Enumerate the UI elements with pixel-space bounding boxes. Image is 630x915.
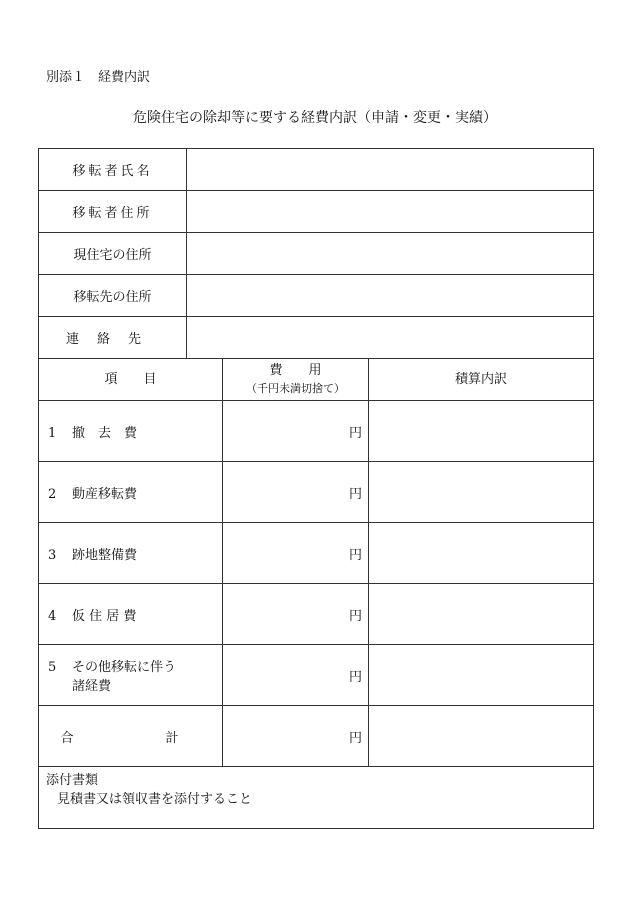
new-address-field[interactable]	[187, 275, 594, 317]
item-site-prep-cost[interactable]: 円	[223, 523, 369, 584]
annex-label: 別添１ 経費内訳	[46, 70, 151, 85]
column-header-row	[39, 359, 594, 401]
item-movables-breakdown[interactable]	[369, 462, 594, 523]
cost-header-label: 費 用	[269, 362, 322, 378]
new-address-label: 移転先の住所	[39, 275, 187, 317]
info-row-mover-address	[39, 191, 594, 233]
total-label: 合 計	[39, 706, 223, 767]
info-row-new-address	[39, 275, 594, 317]
item-site-prep: 3 跡地整備費	[39, 523, 223, 584]
table-row	[39, 584, 594, 645]
total-breakdown[interactable]	[369, 706, 594, 767]
contact-label: 連絡先	[39, 317, 187, 359]
table-row	[39, 401, 594, 462]
item-removal: 1 撤 去 費	[39, 401, 223, 462]
item-movables-cost[interactable]: 円	[223, 462, 369, 523]
info-row-mover-name	[39, 149, 594, 191]
total-row	[39, 706, 594, 767]
item-other-expenses-breakdown[interactable]	[369, 645, 594, 706]
attachments-section	[39, 767, 594, 829]
table-row	[39, 462, 594, 523]
mover-address-label: 移転者住所	[39, 191, 187, 233]
attachments-row	[39, 767, 594, 829]
table-row	[39, 645, 594, 706]
attachments-heading: 添付書類	[46, 773, 99, 788]
breakdown-column-header: 積算内訳	[369, 359, 594, 401]
attachments-note: 見積書又は領収書を添付すること	[57, 792, 253, 807]
item-column-header: 項 目	[39, 359, 223, 401]
info-row-current-address	[39, 233, 594, 275]
item-removal-cost[interactable]: 円	[223, 401, 369, 462]
mover-name-label: 移転者氏名	[39, 149, 187, 191]
item-temp-housing-breakdown[interactable]	[369, 584, 594, 645]
item-other-expenses: 5 その他移転に伴う 諸経費	[39, 645, 223, 706]
total-cost[interactable]: 円	[223, 706, 369, 767]
mover-name-field[interactable]	[187, 149, 594, 191]
contact-field[interactable]	[187, 317, 594, 359]
current-address-label: 現住宅の住所	[39, 233, 187, 275]
item-temp-housing: 4 仮 住 居 費	[39, 584, 223, 645]
item-temp-housing-cost[interactable]: 円	[223, 584, 369, 645]
table-row	[39, 523, 594, 584]
cost-header-note: （千円未満切捨て）	[246, 381, 345, 395]
document-title: 危険住宅の除却等に要する経費内訳（申請・変更・実績）	[133, 110, 497, 126]
item-site-prep-breakdown[interactable]	[369, 523, 594, 584]
expense-breakdown-table	[38, 148, 594, 829]
item-movables: 2 動産移転費	[39, 462, 223, 523]
mover-address-field[interactable]	[187, 191, 594, 233]
info-row-contact	[39, 317, 594, 359]
cost-column-header	[223, 359, 369, 401]
item-removal-breakdown[interactable]	[369, 401, 594, 462]
current-address-field[interactable]	[187, 233, 594, 275]
item-other-expenses-cost[interactable]: 円	[223, 645, 369, 706]
